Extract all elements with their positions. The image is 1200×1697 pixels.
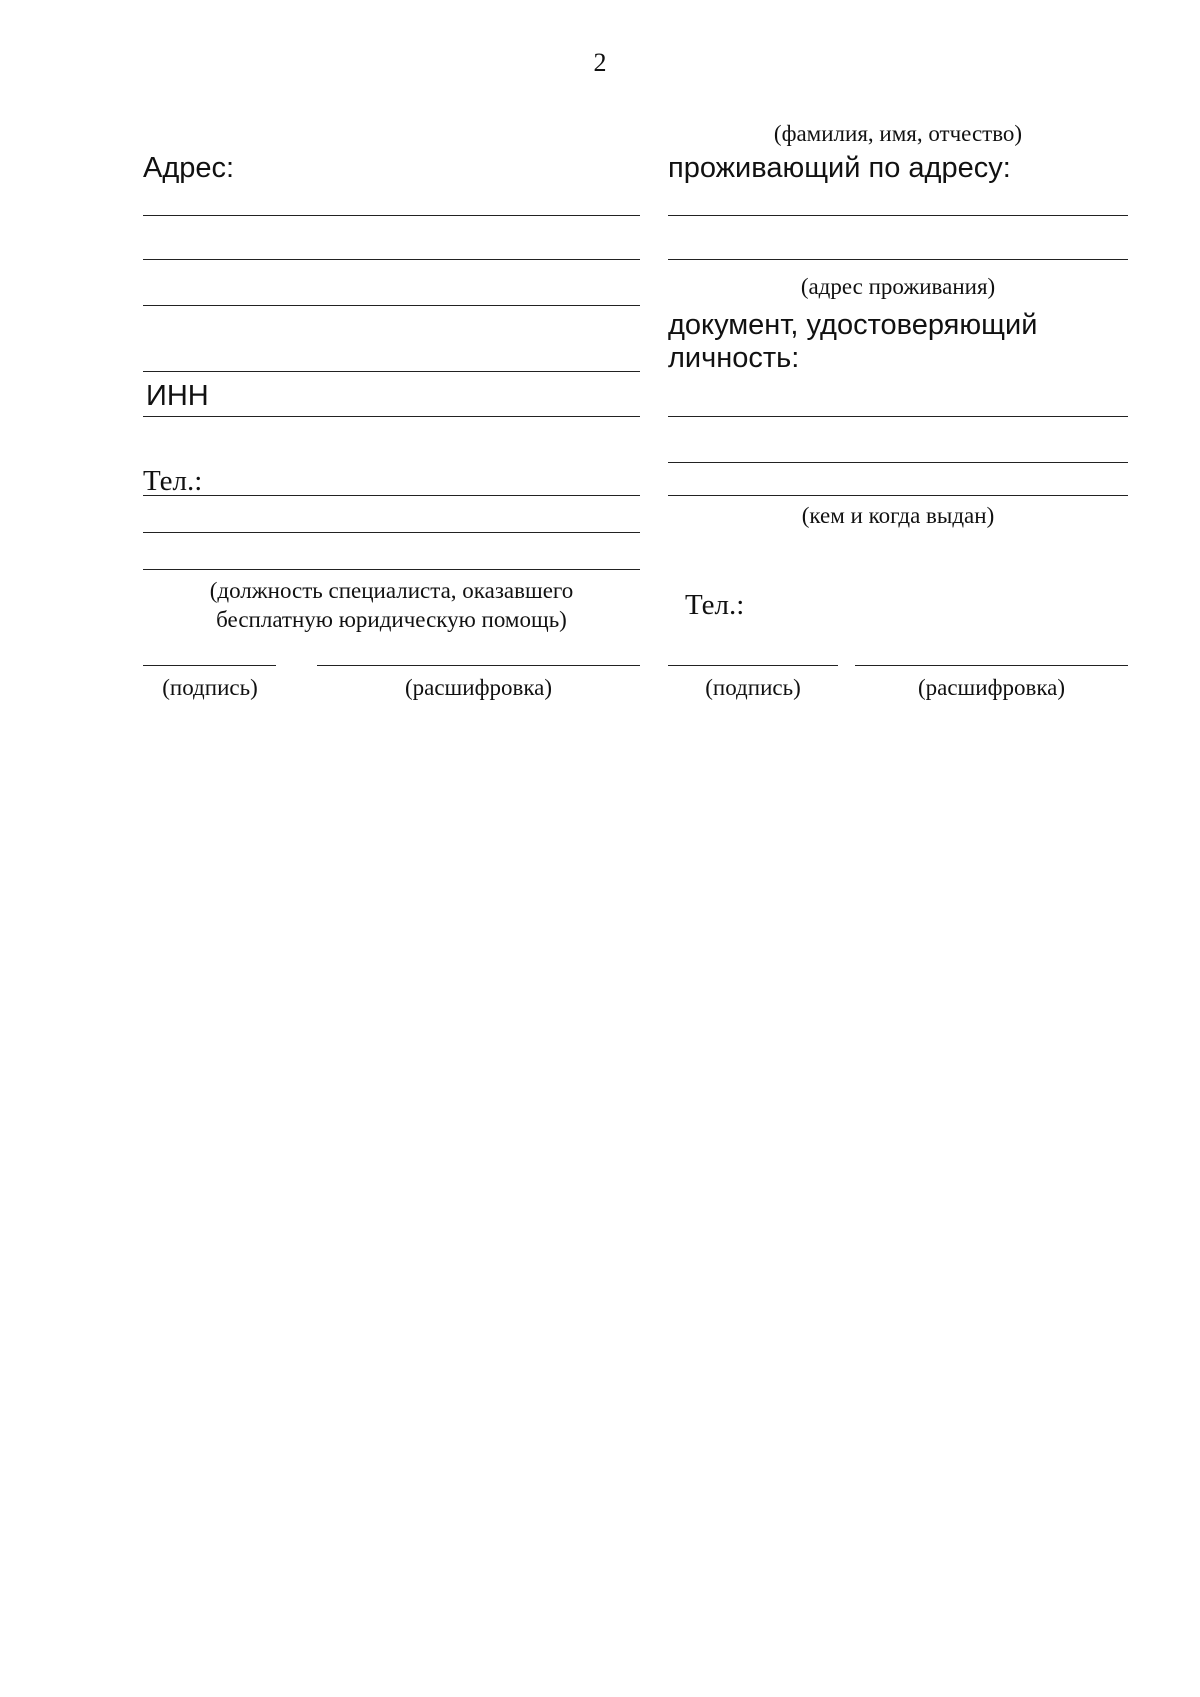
left-signature-line[interactable]: [143, 665, 276, 666]
inn-line[interactable]: [143, 416, 640, 417]
inn-label: ИНН: [146, 380, 209, 412]
position-caption-line-2: бесплатную юридическую помощь): [216, 607, 567, 632]
right-phone-label: Тел.:: [685, 589, 745, 621]
residence-line-2[interactable]: [668, 259, 1128, 260]
address-line-3[interactable]: [143, 305, 640, 306]
id-doc-line-3[interactable]: [668, 495, 1128, 496]
left-decoding-caption: (расшифровка): [404, 675, 553, 700]
issued-caption: (кем и когда выдан): [801, 503, 995, 528]
left-phone-line[interactable]: [143, 495, 640, 496]
id-doc-line-2[interactable]: [668, 462, 1128, 463]
address-caption: (адрес проживания): [800, 274, 996, 299]
right-signature-caption: (подпись): [705, 675, 801, 700]
address-line-4[interactable]: [143, 371, 640, 372]
position-line[interactable]: [143, 569, 640, 570]
left-phone-label: Тел.:: [143, 465, 203, 497]
right-signature-line[interactable]: [668, 665, 838, 666]
left-extra-line[interactable]: [143, 532, 640, 533]
position-caption-line-1: (должность специалиста, оказавшего: [209, 578, 574, 603]
right-decoding-caption: (расшифровка): [917, 675, 1066, 700]
address-label: Адрес:: [143, 152, 235, 184]
id-doc-line-1[interactable]: [668, 416, 1128, 417]
left-decoding-line[interactable]: [317, 665, 640, 666]
id-doc-label-line-1: документ, удостоверяющий: [668, 309, 1038, 341]
right-decoding-line[interactable]: [855, 665, 1128, 666]
address-line-2[interactable]: [143, 259, 640, 260]
fio-caption: (фамилия, имя, отчество): [773, 121, 1023, 146]
residence-line-1[interactable]: [668, 215, 1128, 216]
id-doc-label-line-2: личность:: [668, 342, 800, 374]
residing-label: проживающий по адресу:: [668, 152, 1011, 184]
address-line-1[interactable]: [143, 215, 640, 216]
page-number: 2: [593, 48, 607, 77]
left-signature-caption: (подпись): [162, 675, 258, 700]
